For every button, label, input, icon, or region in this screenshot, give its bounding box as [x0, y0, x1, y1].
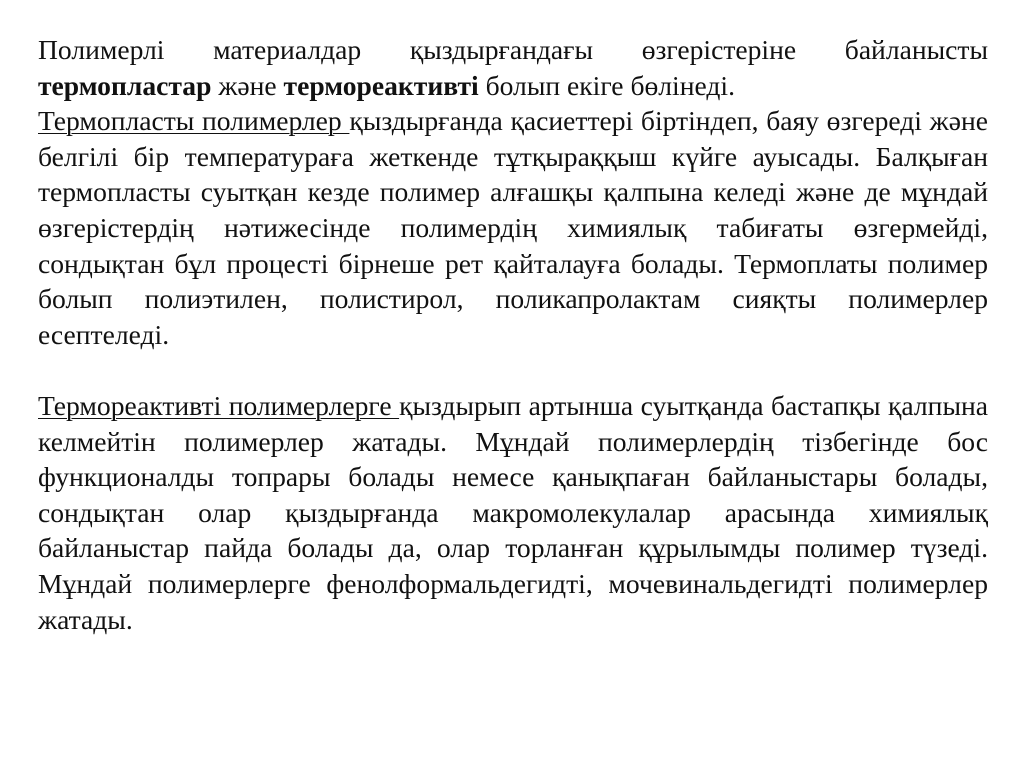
intro-paragraph — [38, 32, 988, 103]
paragraph-spacer — [38, 352, 988, 388]
thermoset-body: қыздырып артынша суытқанда бастапқы қалпына келмейтін полимерлер жатады. Мұндай полимерлердің тізбегінде бос функционалды топрары болады немесе қанықпаған байланыстары болады, сондықтан олар қыздырғанда макромолекулалар арасында химиялық байланыстар пайда болады да, олар торланған құрылымды полимер түзеді. Мұндай полимерлерге фенолформальдегидті, мочевинальдегидті полимерлер жатады. — [38, 389, 988, 635]
thermoplastic-body: қыздырғанда қасиеттері біртіндеп, баяу өзгереді және белгілі бір температураға жеткенде тұтқыраққыш күйге ауысады. Балқыған термопласты суытқан кезде полимер алғашқы қалпына келеді және де мұндай өзгерістердің нәтижесінде полимердің химиялық табиғаты өзгермейді, сондықтан бұл процесті бірнеше рет қайталауға болады. Термоплаты полимер болып полиэтилен, полистирол, поликапролактам сияқты полимерлер есептеледі. — [38, 105, 988, 350]
thermoset-paragraph — [38, 388, 988, 637]
term-thermosets: термореактивті — [283, 69, 479, 101]
intro-text-3: болып екіге бөлінеді. — [478, 69, 735, 101]
thermoset-heading: Термореактивті полимерлерге — [38, 389, 400, 421]
intro-text-1: Полимерлі материалдар қыздырғандағы өзгерістеріне байланысты — [38, 34, 988, 65]
thermoplastic-paragraph — [38, 103, 988, 352]
intro-text-2: және — [211, 69, 284, 101]
thermoplastic-heading: Термопласты полимерлер — [38, 105, 350, 137]
term-thermoplastics: термопластар — [38, 69, 212, 101]
